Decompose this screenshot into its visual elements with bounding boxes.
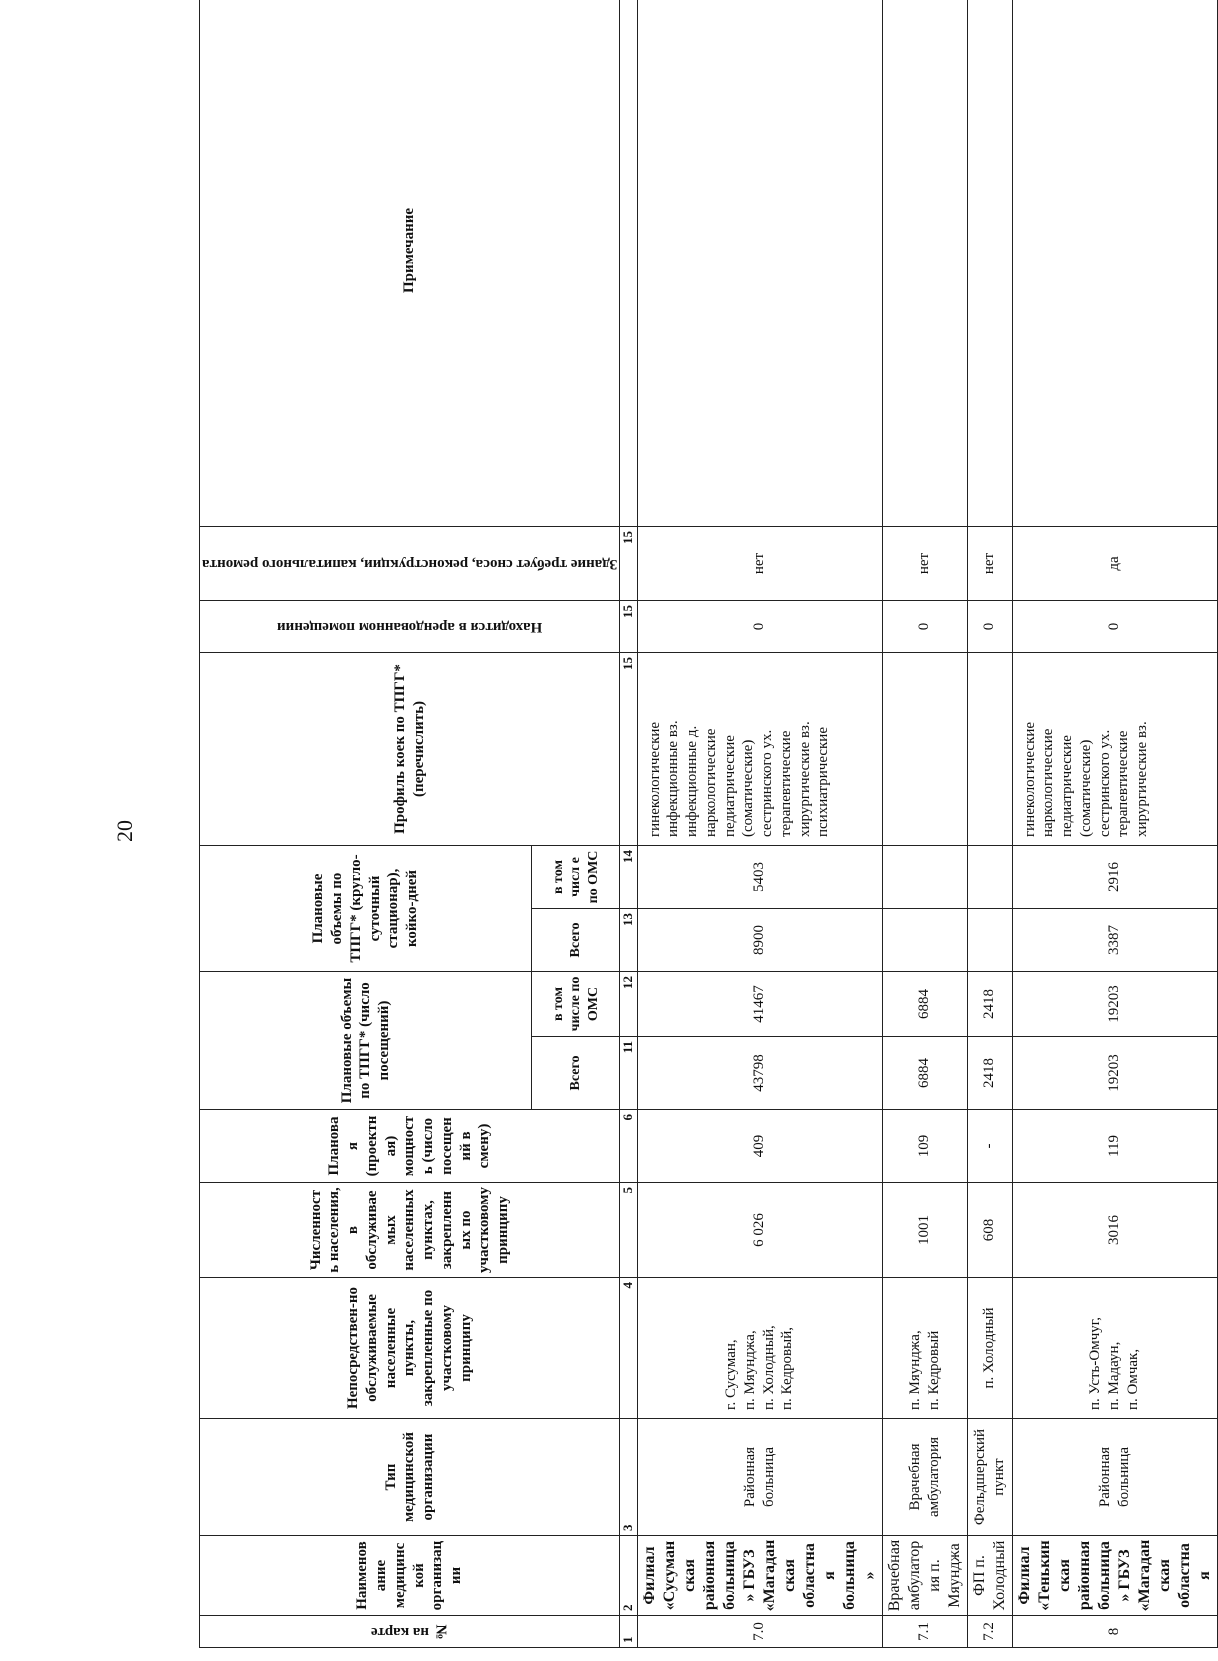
localities-list [1012,1278,1217,1419]
note [637,0,882,527]
header-visits-total: Всего [532,1037,620,1110]
org-name: Врачебная амбулатория п. Мяунджа [882,1536,967,1616]
capacity: - [967,1110,1012,1183]
bed-profile-item: сестринского ух. [1096,729,1113,837]
rented: 0 [1012,601,1217,653]
visits-oms: 41467 [637,972,882,1037]
repair-needed: нет [967,527,1012,601]
localities-list [882,1278,967,1419]
header-beds-total: Всего [532,909,620,972]
localities-list [637,1278,882,1419]
visits-total: 43798 [637,1037,882,1110]
visits-total: 6884 [882,1037,967,1110]
column-number: 2 [620,1536,637,1616]
rented: 0 [882,601,967,653]
header-repair: Здание требует сноса, реконструкции, капитального ремонта [200,527,620,601]
bed-profile-item: гинекологические [646,721,663,837]
bed-profile-item: наркологические [1040,728,1057,837]
column-number: 13 [620,909,637,972]
map-number: 7.2 [967,1616,1012,1648]
beds-total [882,909,967,972]
header-capacity: Плановая (проектная) мощность (число посещений в смену) [200,1110,620,1183]
map-number: 7.1 [882,1616,967,1648]
beds-oms [882,846,967,909]
header-beds-group: Плановые объемы по ТПГГ* (кругло-суточный стационар), койко-дней [200,846,532,972]
capacity: 409 [637,1110,882,1183]
bed-profile-item: хирургические вз. [796,721,813,837]
population: 608 [967,1183,1012,1278]
column-number: 5 [620,1183,637,1278]
beds-total [967,909,1012,972]
header-localities: Непосредствен-но обслуживаемые населенные пункты, закрепленные по участковому принципу [200,1278,620,1419]
column-number: 14 [620,846,637,909]
column-number [620,0,637,527]
locality-item: п. Мадаун, [1106,1341,1123,1410]
bed-profile-item: педиатрические [721,735,738,837]
org-type: Фельдшерский пункт [967,1419,1012,1536]
header-beds-oms: в том числ е по ОМС [532,846,620,909]
header-row [200,0,532,1648]
org-name: Филиал «Тенькинская районная больница» ГБУЗ «Магаданская областная [1012,1536,1217,1616]
visits-oms: 19203 [1012,972,1217,1037]
org-type: Районная больница [637,1419,882,1536]
locality-item: п. Мяунджа, [741,1330,758,1410]
locality-item: п. Кедровый [925,1330,942,1410]
population: 6 026 [637,1183,882,1278]
bed-profile-item: педиатрические [1059,735,1076,837]
visits-oms: 6884 [882,972,967,1037]
locality-item: п. Холодный, [760,1325,777,1410]
visits-total: 2418 [967,1037,1012,1110]
locality-item: п. Мяунджа, [906,1330,923,1410]
bed-profile-item: инфекционные вз. [665,720,682,837]
beds-oms: 2916 [1012,846,1217,909]
column-number: 1 [620,1616,637,1648]
bed-profile-item: гинекологические [1021,721,1038,837]
column-number-row [620,0,637,1648]
visits-total: 19203 [1012,1037,1217,1110]
beds-oms [967,846,1012,909]
note [882,0,967,527]
header-population: Численность населения, в обслуживаемых населенных пунктах, закрепленных по участковому принципу [200,1183,620,1278]
table-row [882,0,967,1648]
table-row [637,0,882,1648]
header-note: Примечание [200,0,620,527]
bed-profile-item: психиатрические [815,727,832,837]
header-org-type: Тип медицинской организации [200,1419,620,1536]
data-table [199,0,1218,1648]
rented: 0 [967,601,1012,653]
column-number: 12 [620,972,637,1037]
header-rented: Находится в арендованном помещении [200,601,620,653]
bed-profile-item: сестринского ух. [759,729,776,837]
column-number: 4 [620,1278,637,1419]
org-type: Районная больница [1012,1419,1217,1536]
column-number: 15 [620,653,637,846]
capacity: 119 [1012,1110,1217,1183]
header-map-number: № на карте [200,1616,620,1648]
bed-profile-item: (соматические) [740,739,757,837]
bed-profiles-list [882,653,967,846]
header-visits-group: Плановые объемы по ТПГГ* (число посещений) [200,972,532,1110]
org-name: Филиал «Сусуманская районная больница» ГБУЗ «Магаданская областная больница» [637,1536,882,1616]
org-name: ФП п. Холодный [967,1536,1012,1616]
column-number: 11 [620,1037,637,1110]
table-row [1012,0,1217,1648]
bed-profile-item: терапевтические [1115,730,1132,837]
locality-item: п. Кедровый, [779,1327,796,1410]
header-visits-oms: в том числе по ОМС [532,972,620,1037]
column-number: 15 [620,601,637,653]
column-number: 6 [620,1110,637,1183]
bed-profile-item: наркологические [702,728,719,837]
locality-item: г. Сусуман, [723,1339,740,1410]
table-row [967,0,1012,1648]
beds-total: 3387 [1012,909,1217,972]
bed-profile-item: хирургические вз. [1134,721,1151,837]
map-number: 8 [1012,1616,1217,1648]
rented: 0 [637,601,882,653]
repair-needed: да [1012,527,1217,601]
bed-profiles-list [637,653,882,846]
capacity: 109 [882,1110,967,1183]
bed-profile-item: терапевтические [777,730,794,837]
header-bed-profiles: Профиль коек по ТПГГ* (перечислить) [200,653,620,846]
bed-profiles-list [967,653,1012,846]
note [967,0,1012,527]
note [1012,0,1217,527]
visits-oms: 2418 [967,972,1012,1037]
page-number: 20 [112,820,137,842]
beds-total: 8900 [637,909,882,972]
column-number: 15 [620,527,637,601]
org-type: Врачебная амбулатория [882,1419,967,1536]
rotated-table-container [199,75,1213,1648]
map-number: 7.0 [637,1616,882,1648]
population: 1001 [882,1183,967,1278]
localities-list [967,1278,1012,1419]
locality-item: п. Усть-Омчуг, [1087,1317,1104,1410]
repair-needed: нет [637,527,882,601]
bed-profile-item: инфекционные д. [684,725,701,837]
population: 3016 [1012,1183,1217,1278]
bed-profile-item: (соматические) [1077,739,1094,837]
locality-item: п. Омчак, [1124,1348,1141,1410]
beds-oms: 5403 [637,846,882,909]
header-org-name: Наименование медицинской организации [200,1536,620,1616]
repair-needed: нет [882,527,967,601]
column-number: 3 [620,1419,637,1536]
locality-item: п. Холодный [981,1307,998,1389]
bed-profiles-list [1012,653,1217,846]
